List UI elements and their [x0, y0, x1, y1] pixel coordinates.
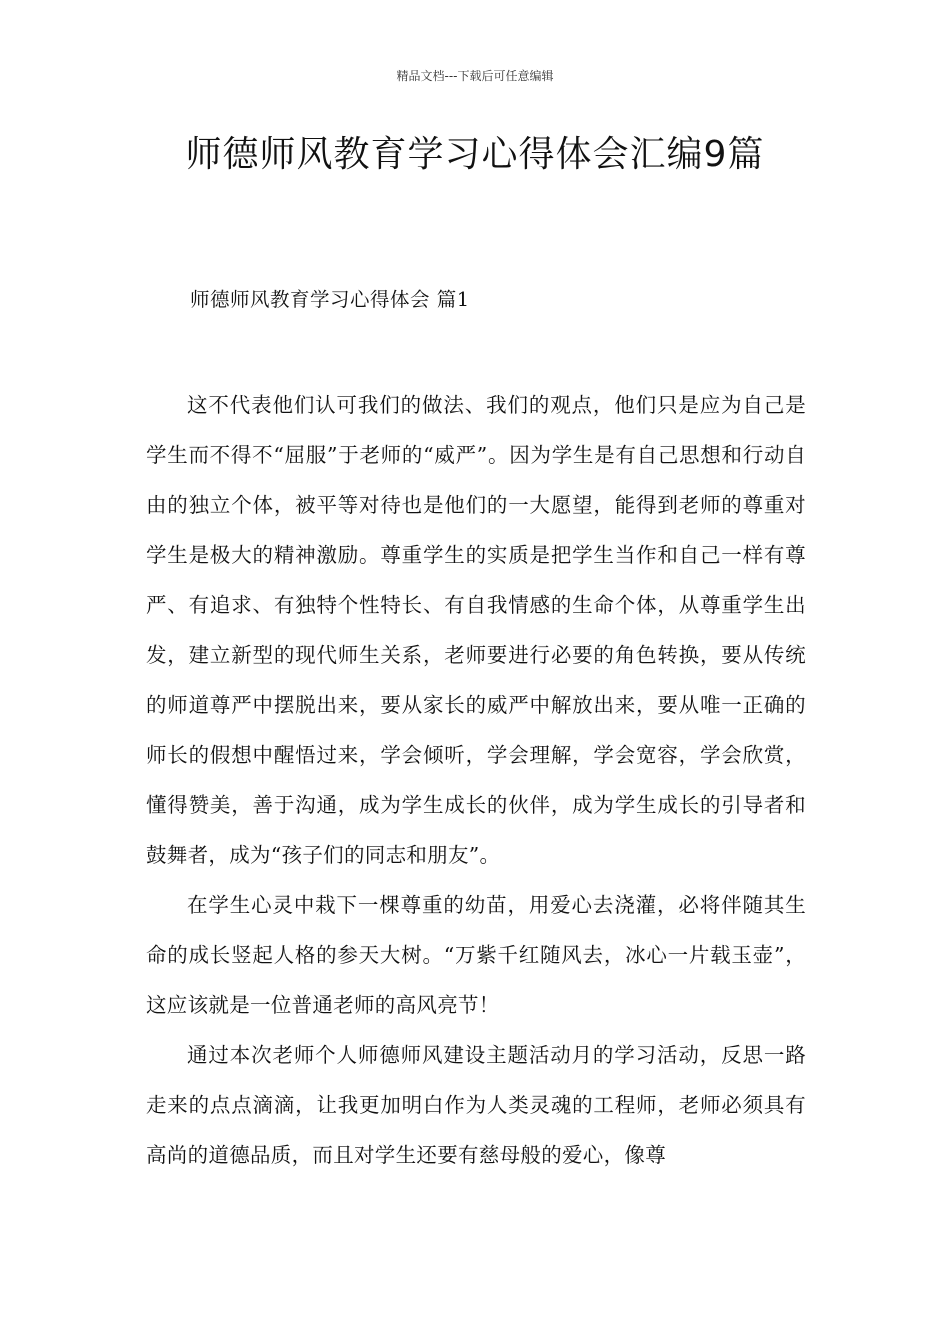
- document-title: 师德师风教育学习心得体会汇编9篇: [185, 134, 765, 175]
- body-text: [146, 380, 806, 1180]
- paragraph: 这不代表他们认可我们的做法、我们的观点，他们只是应为自己是学生而不得不“屈服”于老师的“威严”。因为学生是有自己思想和行动自由的独立个体，被平等对待也是他们的一大愿望，能得到老师的尊重对学生是极大的精神激励。尊重学生的实质是把学生当作和自己一样有尊严、有追求、有独特个性特长、有自我情感的生命个体，从尊重学生出发，建立新型的现代师生关系，老师要进行必要的角色转换，要从传统的师道尊严中摆脱出来，要从家长的威严中解放出来，要从唯一正确的师长的假想中醒悟过来，学会倾听，学会理解，学会宽容，学会欣赏，懂得赞美，善于沟通，成为学生成长的伙伴，成为学生成长的引导者和鼓舞者，成为“孩子们的同志和朋友”。: [146, 393, 806, 867]
- paragraph: 在学生心灵中栽下一棵尊重的幼苗，用爱心去浇灌，必将伴随其生命的成长竖起人格的参天大树。“万紫千红随风去，冰心一片载玉壶”，这应该就是一位普通老师的高风亮节！: [146, 893, 806, 1017]
- header-note: 精品文档---下载后可任意编辑: [396, 69, 554, 83]
- section-heading: 师德师风教育学习心得体会 篇1: [190, 288, 470, 311]
- paragraph: 通过本次老师个人师德师风建设主题活动月的学习活动，反思一路走来的点点滴滴，让我更加明白作为人类灵魂的工程师，老师必须具有高尚的道德品质，而且对学生还要有慈母般的爱心，像尊: [146, 1043, 806, 1167]
